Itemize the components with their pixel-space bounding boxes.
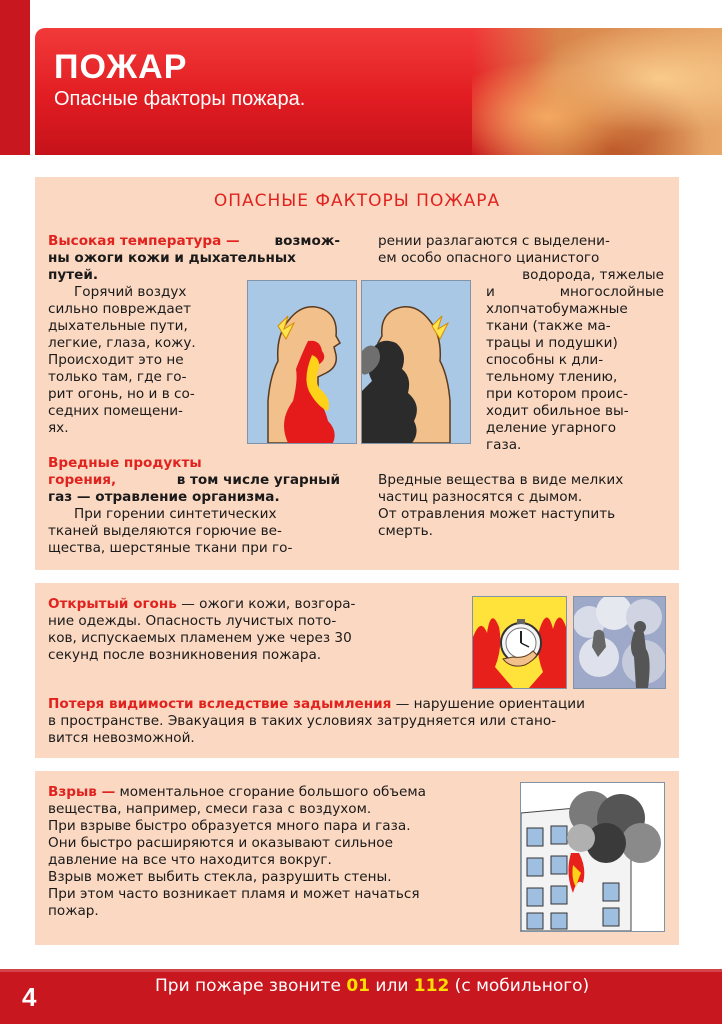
text-line: дыхательные пути, xyxy=(48,318,188,334)
section-title: ОПАСНЫЕ ФАКТОРЫ ПОЖАРА xyxy=(213,191,501,211)
text-line: способны к дли- xyxy=(486,352,604,368)
text-line: щества, шерстяные ткани при го- xyxy=(48,540,293,556)
open-fire-text xyxy=(48,596,428,664)
footer-divider xyxy=(0,969,722,972)
text-line: Взрыв может выбить стекла, разрушить стены. xyxy=(48,869,392,885)
smoke-visibility-illustration xyxy=(573,596,666,689)
text-line: давление на все что находится вокруг. xyxy=(48,852,332,868)
page-subtitle: Опасные факторы пожара. xyxy=(54,88,306,110)
text-line: легкие, глаза, кожу. xyxy=(48,335,196,351)
products-heading-text-2: газ — отравление организма. xyxy=(48,489,280,505)
products-body xyxy=(48,506,340,557)
text-line: хлопчатобумажные xyxy=(486,301,628,317)
text-line: тканей выделяются горючие ве- xyxy=(48,523,282,539)
emergency-call-text xyxy=(155,976,589,996)
smoke-text xyxy=(48,696,666,747)
text-line: Они быстро расширяются и оказывают сильное xyxy=(48,835,393,851)
text-line: — нарушение ориентации xyxy=(391,696,585,712)
text-line: газа. xyxy=(486,437,522,453)
footer-text-part: При пожаре звоните xyxy=(155,976,347,996)
explosion-text xyxy=(48,784,500,920)
emergency-number-112: 112 xyxy=(413,976,450,996)
text-line: пожар. xyxy=(48,903,99,919)
text-line: При этом часто возникает пламя и может начаться xyxy=(48,886,420,902)
text-line: Происходит это не xyxy=(48,352,184,368)
explosion-illustration xyxy=(520,782,665,932)
text-line: сильно повреждает xyxy=(48,301,191,317)
text-line: при котором проис- xyxy=(486,386,629,402)
text-line: рит огонь, но и в со- xyxy=(48,386,195,402)
footer-text-part: (с мобильного) xyxy=(449,976,590,996)
header-left-bar xyxy=(0,0,30,155)
text-line: вещества, например, смеси газа с воздухом. xyxy=(48,801,372,817)
header-fire-image xyxy=(472,28,722,155)
text-line: Вредные вещества в виде мелких xyxy=(378,472,624,488)
text-line: седних помещени- xyxy=(48,403,183,419)
text-line: При взрыве быстро образуется много пара и газа. xyxy=(48,818,411,834)
temperature-heading-text-3: путей. xyxy=(48,267,99,283)
products-danger-text xyxy=(378,472,668,540)
text-line: ткани (также ма- xyxy=(486,318,611,334)
products-continued-side: водорода, тяжелые и многослойные хлопчатобумажные ткани (также ма- трацы и подушки) способны к дли- тельному тлению, при котором проис- ходит обильное вы- деление угарного газа. xyxy=(486,267,664,453)
page-number: 4 xyxy=(22,982,37,1012)
temperature-heading xyxy=(48,233,340,284)
open-fire-heading: Открытый огонь xyxy=(48,596,177,612)
text-line: водорода, тяжелые xyxy=(522,267,664,283)
text-line: моментальное сгорание большого объема xyxy=(115,784,426,800)
temperature-heading-text-1: возмож- xyxy=(274,233,340,249)
text-line: — ожоги кожи, возгора- xyxy=(176,596,356,612)
products-heading-text-1: в том числе угарный xyxy=(176,472,340,488)
emergency-number-01: 01 xyxy=(346,976,370,996)
text-line: в пространстве. Эвакуация в таких условиях затрудняется или стано- xyxy=(48,713,557,729)
products-continued-top xyxy=(378,233,664,267)
open-fire-illustration xyxy=(472,596,567,689)
temperature-body xyxy=(48,284,230,437)
smoke-heading: Потеря видимости вследствие задымления xyxy=(48,696,392,712)
temperature-heading-text-2: ны ожоги кожи и дыхательных xyxy=(48,250,296,266)
text-line: рении разлагаются с выделени- xyxy=(378,233,610,249)
burns-illustration xyxy=(247,280,357,444)
text-line: тельному тлению, xyxy=(486,369,618,385)
text-line: частиц разносятся с дымом. xyxy=(378,489,583,505)
products-heading-label-2: горения, xyxy=(48,472,117,488)
text-line: вится невозможной. xyxy=(48,730,195,746)
text-line: ков, испускаемых пламенем уже через 30 xyxy=(48,630,352,646)
text-line: ем особо опасного цианистого xyxy=(378,250,600,266)
smoke-poisoning-illustration xyxy=(361,280,471,444)
text-line: деление угарного xyxy=(486,420,617,436)
text-line: ях. xyxy=(48,420,69,436)
footer-text-part: или xyxy=(370,976,414,996)
text-line: секунд после возникновения пожара. xyxy=(48,647,322,663)
text-line: трацы и подушки) xyxy=(486,335,618,351)
page-title: ПОЖАР xyxy=(54,48,188,86)
text-line: смерть. xyxy=(378,523,433,539)
temperature-heading-label: Высокая температура — xyxy=(48,233,240,249)
text-line: При горении синтетических xyxy=(74,506,277,522)
text-line: только там, где го- xyxy=(48,369,187,385)
explosion-heading: Взрыв — xyxy=(48,784,116,800)
text-line: Горячий воздух xyxy=(74,284,187,300)
text-line: ние одежды. Опасность лучистых пото- xyxy=(48,613,337,629)
text-line: От отравления может наступить xyxy=(378,506,616,522)
text-line: ходит обильное вы- xyxy=(486,403,629,419)
products-heading xyxy=(48,455,340,506)
products-heading-label-1: Вредные продукты xyxy=(48,455,202,471)
